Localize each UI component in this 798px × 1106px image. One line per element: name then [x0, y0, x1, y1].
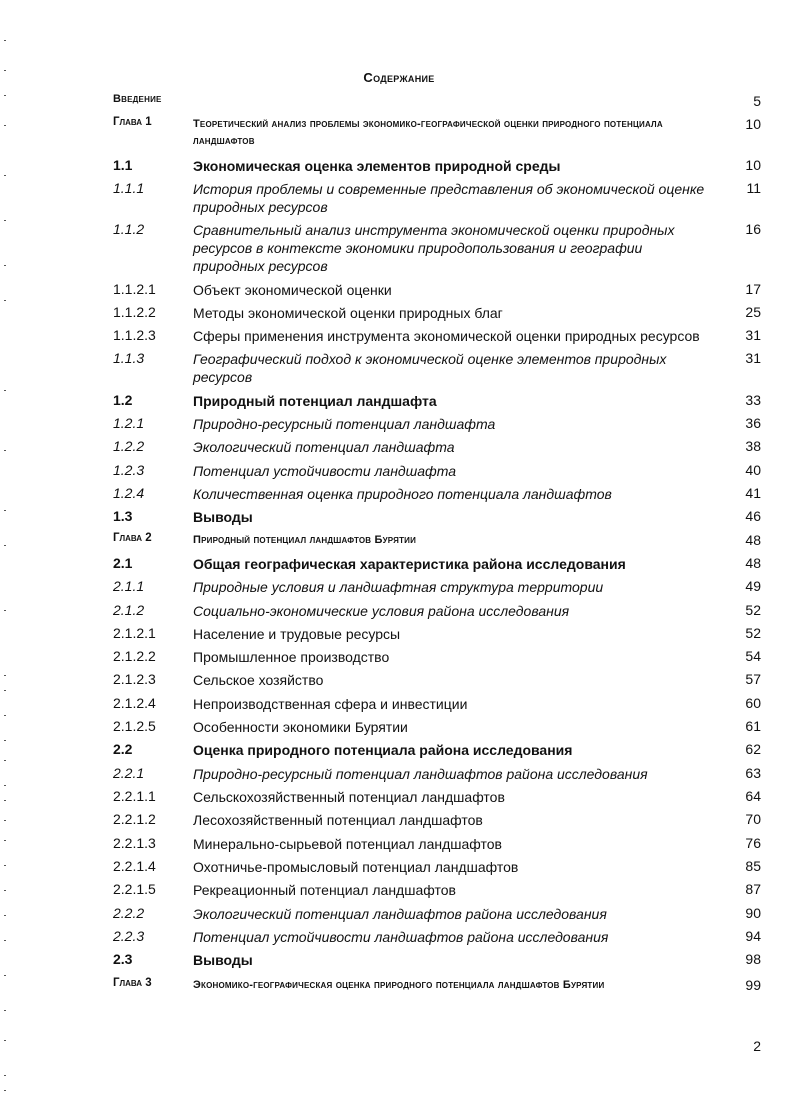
toc-entry-page: 87	[745, 881, 761, 897]
toc-entry-title: Непроизводственная сфера и инвестиции	[193, 696, 468, 712]
toc-entry-page: 25	[745, 304, 761, 320]
toc-entry-title: Объект экономической оценки	[193, 282, 392, 298]
toc-entry-number: Глава 1	[113, 116, 152, 128]
scan-speck	[4, 300, 6, 301]
toc-entry-number: 1.2.2	[113, 438, 145, 454]
toc-entry-page: 31	[745, 327, 761, 343]
toc-entry-number: 2.1.2.5	[113, 718, 156, 734]
toc-entry-page: 60	[745, 695, 761, 711]
toc-entry-page: 76	[745, 835, 761, 851]
toc-entry-page: 94	[745, 928, 761, 944]
toc-entry-title: Сельскохозяйственный потенциал ландшафтов	[193, 789, 505, 805]
toc-entry-page: 48	[745, 555, 761, 571]
toc-entry-page: 11	[746, 180, 761, 196]
toc-entry-number: 1.1.2.3	[113, 327, 156, 343]
toc-entry-page: 54	[745, 648, 761, 664]
toc-entry-page: 41	[745, 485, 761, 501]
toc-entry-number: 2.1.2.3	[113, 671, 156, 687]
toc-entry-page: 48	[745, 532, 761, 548]
toc-entry-number: Глава 3	[113, 977, 152, 989]
toc-entry-page: 52	[745, 625, 761, 641]
toc-entry-title: Потенциал устойчивости ландшафтов района исследования	[193, 929, 609, 945]
toc-entry-number: 2.2.1.3	[113, 835, 156, 851]
toc-entry-title: Экономическая оценка элементов природной среды	[193, 158, 561, 174]
toc-entry-title: Природно-ресурсный потенциал ландшафта	[193, 416, 496, 432]
toc-entry-page: 17	[745, 281, 761, 297]
toc-entry-number: 1.1.1	[113, 180, 145, 196]
scan-speck	[4, 690, 6, 691]
toc-entry-title: Природный потенциал ландшафта	[193, 393, 437, 409]
toc-entry-title: Население и трудовые ресурсы	[193, 626, 401, 642]
toc-entry-number: 1.2.3	[113, 462, 145, 478]
toc-entry-page: 61	[745, 718, 761, 734]
scan-speck	[4, 95, 6, 96]
scan-speck	[4, 125, 6, 126]
toc-entry-page: 62	[745, 741, 761, 757]
toc-entry-page: 99	[745, 977, 761, 993]
toc-entry-number: 2.2.2	[113, 905, 145, 921]
toc-entry-number: 2.2.1.5	[113, 881, 156, 897]
scan-speck	[4, 175, 6, 176]
toc-entry-number: 2.2.1	[113, 765, 145, 781]
page-title: Содержание	[363, 70, 435, 85]
scan-speck	[4, 915, 6, 916]
toc-entry-title: Количественная оценка природного потенциала ландшафтов	[193, 486, 612, 502]
toc-entry-number: 2.1.2.4	[113, 695, 156, 711]
toc-entry-title: Природный потенциал ландшафтов Бурятии	[193, 534, 417, 546]
scan-speck	[4, 675, 6, 676]
toc-entry-number: Глава 2	[113, 532, 152, 544]
toc-entry-title: Выводы	[193, 952, 253, 968]
toc-entry-page: 31	[745, 350, 761, 366]
toc-entry-page: 16	[745, 221, 761, 237]
toc-entry-page: 10	[745, 157, 761, 173]
scan-speck	[4, 740, 6, 741]
toc-entry-number: 2.2.3	[113, 928, 145, 944]
scan-speck	[4, 545, 6, 546]
toc-entry-number: 2.2	[113, 741, 133, 757]
toc-entry-title: Экологический потенциал ландшафта	[193, 439, 455, 455]
toc-entry-title: Минерально-сырьевой потенциал ландшафтов	[193, 836, 502, 852]
toc-entry-page: 52	[745, 602, 761, 618]
toc-entry-page: 33	[745, 392, 761, 408]
toc-entry-number: 2.1.1	[113, 578, 145, 594]
scan-speck	[4, 610, 6, 611]
toc-entry-page: 46	[745, 508, 761, 524]
toc-entry-number: Введение	[113, 93, 162, 105]
toc-entry-number: 1.1.2.1	[113, 281, 156, 297]
toc-entry-number: 1.2	[113, 392, 133, 408]
toc-entry-page: 38	[745, 438, 761, 454]
scan-speck	[4, 865, 6, 866]
toc-entry-title: Географический подход к экономической оценке элементов природных ресурсов	[193, 351, 667, 385]
toc-entry-number: 2.2.1.4	[113, 858, 156, 874]
scan-speck	[4, 1040, 6, 1041]
scan-margin-specks	[4, 40, 16, 1100]
toc-entry-page: 49	[745, 578, 761, 594]
scan-speck	[4, 940, 6, 941]
toc-entry-page: 10	[745, 116, 761, 132]
toc-entry-number: 2.1.2.1	[113, 625, 156, 641]
toc-entry-number: 2.3	[113, 951, 133, 967]
toc-entry-title: Природные условия и ландшафтная структура территории	[193, 579, 604, 595]
toc-entry-number: 2.2.1.1	[113, 788, 156, 804]
toc-entry-title: История проблемы и современные представления об экономической оценке природных ресурсов	[193, 181, 705, 215]
scan-speck	[4, 890, 6, 891]
toc-entry-page: 98	[745, 951, 761, 967]
scan-speck	[4, 820, 6, 821]
toc-entry-title: Рекреационный потенциал ландшафтов	[193, 882, 456, 898]
toc-entry-title: Промышленное производство	[193, 649, 390, 665]
toc-entry-number: 1.3	[113, 508, 133, 524]
scan-speck	[4, 390, 6, 391]
toc-entry-number: 1.1.2.2	[113, 304, 156, 320]
toc-entry-title: Оценка природного потенциала района исследования	[193, 742, 573, 758]
scan-speck	[4, 510, 6, 511]
toc-entry-number: 2.1.2.2	[113, 648, 156, 664]
toc-entry-title: Экологический потенциал ландшафтов района исследования	[193, 906, 607, 922]
scan-speck	[4, 1010, 6, 1011]
toc-entry-title: Потенциал устойчивости ландшафта	[193, 463, 457, 479]
toc-entry-number: 1.2.1	[113, 415, 145, 431]
toc-entry-title: Особенности экономики Бурятии	[193, 719, 408, 735]
toc-entry-title: Сферы применения инструмента экономической оценки природных ресурсов	[193, 328, 700, 344]
scan-speck	[4, 220, 6, 221]
scan-speck	[4, 800, 6, 801]
toc-entry-title: Охотничье-промысловый потенциал ландшафтов	[193, 859, 519, 875]
toc-entry-page: 63	[745, 765, 761, 781]
toc-entry-page: 70	[745, 811, 761, 827]
scan-speck	[4, 840, 6, 841]
toc-entry-title: Сравнительный анализ инструмента экономической оценки природных ресурсов в контексте экономики природопользования и географии природных ресурсов	[193, 222, 675, 274]
scan-speck	[4, 1090, 6, 1091]
page-number: 2	[753, 1038, 761, 1054]
scan-speck	[4, 715, 6, 716]
toc-entry-title: Сельское хозяйство	[193, 672, 324, 688]
scan-speck	[4, 450, 6, 451]
toc-entry-title: Теоретический анализ проблемы экономико-географической оценки природного потенциала ландшафтов	[193, 118, 663, 147]
toc-entry-page: 64	[745, 788, 761, 804]
toc-entry-number: 2.2.1.2	[113, 811, 156, 827]
scan-speck	[4, 760, 6, 761]
scan-speck	[4, 40, 6, 41]
toc-entry-page: 85	[745, 858, 761, 874]
toc-entry-page: 90	[745, 905, 761, 921]
toc-entry-page: 5	[753, 93, 761, 109]
toc-entry-title: Общая географическая характеристика района исследования	[193, 556, 626, 572]
toc-entry-number: 2.1.2	[113, 602, 145, 618]
toc-entry-number: 1.1.3	[113, 350, 145, 366]
toc-entry-title: Методы экономической оценки природных благ	[193, 305, 503, 321]
toc-entry-title: Выводы	[193, 509, 253, 525]
toc-entry-number: 2.1	[113, 555, 133, 571]
toc-entry-number: 1.2.4	[113, 485, 145, 501]
toc-entry-title: Социально-экономические условия района исследования	[193, 603, 570, 619]
scan-speck	[4, 975, 6, 976]
toc-entry-number: 1.1.2	[113, 221, 145, 237]
toc-entry-title: Лесохозяйственный потенциал ландшафтов	[193, 812, 483, 828]
toc-entry-page: 40	[745, 462, 761, 478]
toc-entry-number: 1.1	[113, 157, 133, 173]
scan-speck	[4, 785, 6, 786]
scan-speck	[4, 265, 6, 266]
toc-entry-title: Природно-ресурсный потенциал ландшафтов района исследования	[193, 766, 648, 782]
toc-entry-title: Экономико-географическая оценка природного потенциала ландшафтов Бурятии	[193, 979, 605, 991]
toc-entry-page: 57	[745, 671, 761, 687]
toc-entry-page: 36	[745, 415, 761, 431]
scan-speck	[4, 1075, 6, 1076]
